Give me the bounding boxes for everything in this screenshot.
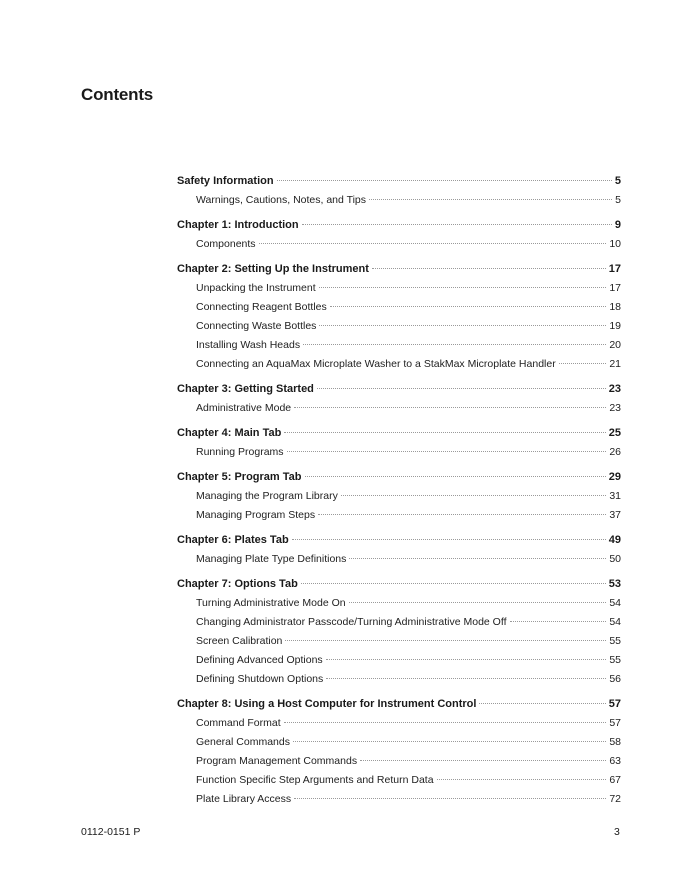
toc-section-entry-page-number: 20 <box>609 339 621 351</box>
toc-chapter-entry-page-number: 49 <box>608 534 621 546</box>
toc-chapter-entry-page-number: 29 <box>608 471 621 483</box>
toc-section-entry-page-number: 57 <box>609 717 621 729</box>
toc-section-entry[interactable] <box>177 506 621 525</box>
toc-section-entry-title: Warnings, Cautions, Notes, and Tips <box>196 194 367 206</box>
toc-section-entry-title: Plate Library Access <box>196 793 292 805</box>
toc-section-entry-page-number: 72 <box>609 793 621 805</box>
toc-section-entry-page-number: 23 <box>609 402 621 414</box>
dot-leader <box>302 224 612 225</box>
toc-chapter-entry-page-number: 25 <box>608 427 621 439</box>
dot-leader <box>559 363 607 364</box>
toc-section-entry[interactable] <box>177 733 621 752</box>
toc-section-entry[interactable] <box>177 790 621 809</box>
toc-chapter-entry-title: Chapter 1: Introduction <box>177 219 299 231</box>
dot-leader <box>285 640 606 641</box>
toc-section-entry[interactable] <box>177 487 621 506</box>
toc-chapter-entry[interactable] <box>177 575 621 594</box>
toc-section-entry[interactable] <box>177 771 621 790</box>
dot-leader <box>303 344 606 345</box>
dot-leader <box>369 199 612 200</box>
dot-leader <box>294 407 606 408</box>
toc-chapter-group <box>177 531 621 569</box>
dot-leader <box>305 476 606 477</box>
toc-section-entry-page-number: 55 <box>609 654 621 666</box>
dot-leader <box>294 798 606 799</box>
toc-section-entry[interactable] <box>177 613 621 632</box>
toc-chapter-entry-title: Chapter 5: Program Tab <box>177 471 302 483</box>
toc-section-entry-page-number: 56 <box>609 673 621 685</box>
toc-section-entry-title: Managing Plate Type Definitions <box>196 553 347 565</box>
page-title: Contents <box>81 85 154 104</box>
dot-leader <box>437 779 607 780</box>
dot-leader <box>293 741 606 742</box>
toc-section-entry-page-number: 50 <box>609 553 621 565</box>
toc-chapter-group <box>177 424 621 462</box>
dot-leader <box>259 243 607 244</box>
dot-leader <box>349 558 606 559</box>
toc-chapter-entry[interactable] <box>177 260 621 279</box>
toc-section-entry-page-number: 55 <box>609 635 621 647</box>
toc-section-entry[interactable] <box>177 651 621 670</box>
toc-chapter-entry-page-number: 5 <box>614 175 621 187</box>
dot-leader <box>319 287 607 288</box>
dot-leader <box>292 539 606 540</box>
toc-chapter-entry-title: Chapter 7: Options Tab <box>177 578 298 590</box>
toc-section-entry-title: Connecting Reagent Bottles <box>196 301 327 313</box>
dot-leader <box>341 495 606 496</box>
toc-chapter-entry-page-number: 9 <box>614 219 621 231</box>
toc-section-entry[interactable] <box>177 191 621 210</box>
dot-leader <box>360 760 606 761</box>
toc-section-entry-title: Managing Program Steps <box>196 509 316 521</box>
toc-section-entry-title: Managing the Program Library <box>196 490 338 502</box>
toc-section-entry-page-number: 19 <box>609 320 621 332</box>
toc-section-entry[interactable] <box>177 298 621 317</box>
toc-section-entry-title: Defining Shutdown Options <box>196 673 324 685</box>
toc-chapter-entry-title: Safety Information <box>177 175 274 187</box>
toc-chapter-entry[interactable] <box>177 531 621 550</box>
toc-chapter-entry-title: Chapter 2: Setting Up the Instrument <box>177 263 369 275</box>
toc-section-entry[interactable] <box>177 399 621 418</box>
toc-chapter-group <box>177 468 621 525</box>
dot-leader <box>284 432 605 433</box>
dot-leader <box>277 180 612 181</box>
toc-chapter-entry-page-number: 57 <box>608 698 621 710</box>
toc-section-entry-page-number: 10 <box>609 238 621 250</box>
toc-section-entry-page-number: 17 <box>609 282 621 294</box>
toc-section-entry[interactable] <box>177 235 621 254</box>
dot-leader <box>287 451 607 452</box>
toc-chapter-group <box>177 172 621 210</box>
toc-chapter-entry[interactable] <box>177 380 621 399</box>
toc-chapter-entry-page-number: 23 <box>608 383 621 395</box>
footer-page-number: 3 <box>614 826 620 838</box>
dot-leader <box>372 268 606 269</box>
dot-leader <box>326 678 606 679</box>
toc-section-entry-title: Connecting Waste Bottles <box>196 320 317 332</box>
toc-section-entry[interactable] <box>177 336 621 355</box>
table-of-contents <box>177 172 621 815</box>
toc-section-entry-title: Command Format <box>196 717 281 729</box>
dot-leader <box>510 621 607 622</box>
toc-section-entry[interactable] <box>177 355 621 374</box>
toc-section-entry[interactable] <box>177 752 621 771</box>
toc-chapter-entry[interactable] <box>177 468 621 487</box>
toc-chapter-entry[interactable] <box>177 172 621 191</box>
toc-section-entry[interactable] <box>177 443 621 462</box>
toc-section-entry-page-number: 18 <box>609 301 621 313</box>
dot-leader <box>317 388 606 389</box>
toc-chapter-entry-page-number: 53 <box>608 578 621 590</box>
toc-section-entry-page-number: 21 <box>609 358 621 370</box>
dot-leader <box>301 583 606 584</box>
toc-section-entry-title: Turning Administrative Mode On <box>196 597 346 609</box>
toc-section-entry-title: Components <box>196 238 256 250</box>
dot-leader <box>479 703 605 704</box>
toc-chapter-entry-page-number: 17 <box>608 263 621 275</box>
toc-section-entry-page-number: 54 <box>609 616 621 628</box>
toc-section-entry-page-number: 26 <box>609 446 621 458</box>
toc-chapter-entry-title: Chapter 6: Plates Tab <box>177 534 289 546</box>
toc-section-entry[interactable] <box>177 632 621 651</box>
toc-chapter-entry-title: Chapter 4: Main Tab <box>177 427 282 439</box>
dot-leader <box>319 325 606 326</box>
toc-chapter-group <box>177 380 621 418</box>
toc-section-entry[interactable] <box>177 714 621 733</box>
toc-section-entry[interactable] <box>177 670 621 689</box>
toc-section-entry-title: Running Programs <box>196 446 284 458</box>
dot-leader <box>349 602 607 603</box>
toc-section-entry-title: Program Management Commands <box>196 755 358 767</box>
toc-section-entry-page-number: 37 <box>609 509 621 521</box>
dot-leader <box>318 514 606 515</box>
toc-section-entry[interactable] <box>177 594 621 613</box>
toc-chapter-group <box>177 216 621 254</box>
toc-chapter-group <box>177 575 621 689</box>
toc-chapter-entry[interactable] <box>177 695 621 714</box>
toc-section-entry-title: Connecting an AquaMax Microplate Washer to a StakMax Microplate Handler <box>196 358 556 370</box>
toc-section-entry-title: Function Specific Step Arguments and Return Data <box>196 774 434 786</box>
dot-leader <box>330 306 607 307</box>
toc-section-entry-title: Unpacking the Instrument <box>196 282 316 294</box>
toc-section-entry-title: Changing Administrator Passcode/Turning Administrative Mode Off <box>196 616 507 628</box>
toc-section-entry-page-number: 5 <box>615 194 621 206</box>
toc-section-entry-title: General Commands <box>196 736 290 748</box>
toc-section-entry[interactable] <box>177 317 621 336</box>
toc-section-entry-page-number: 58 <box>609 736 621 748</box>
toc-chapter-entry-title: Chapter 8: Using a Host Computer for Instrument Control <box>177 698 477 710</box>
toc-chapter-entry-title: Chapter 3: Getting Started <box>177 383 314 395</box>
footer-document-number: 0112-0151 P <box>81 826 141 838</box>
toc-chapter-group <box>177 260 621 374</box>
dot-leader <box>284 722 607 723</box>
toc-section-entry-page-number: 67 <box>609 774 621 786</box>
toc-section-entry-page-number: 63 <box>609 755 621 767</box>
toc-section-entry[interactable] <box>177 550 621 569</box>
toc-section-entry-page-number: 54 <box>609 597 621 609</box>
toc-chapter-entry[interactable] <box>177 424 621 443</box>
toc-section-entry-title: Administrative Mode <box>196 402 292 414</box>
dot-leader <box>326 659 607 660</box>
toc-section-entry-title: Installing Wash Heads <box>196 339 301 351</box>
toc-section-entry[interactable] <box>177 279 621 298</box>
toc-chapter-entry[interactable] <box>177 216 621 235</box>
toc-section-entry-page-number: 31 <box>609 490 621 502</box>
toc-section-entry-title: Defining Advanced Options <box>196 654 323 666</box>
toc-section-entry-title: Screen Calibration <box>196 635 283 647</box>
toc-chapter-group <box>177 695 621 809</box>
